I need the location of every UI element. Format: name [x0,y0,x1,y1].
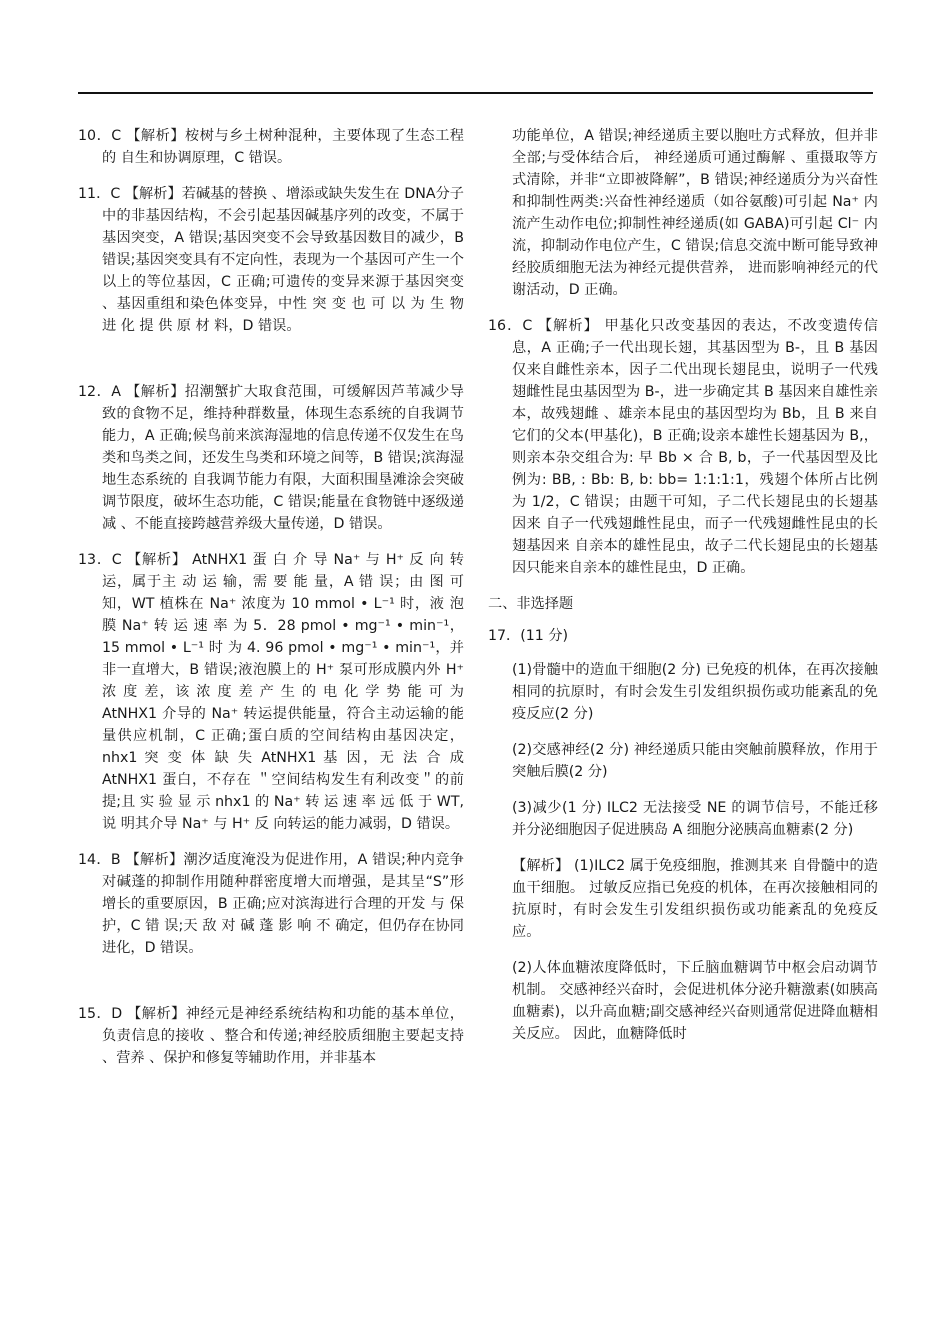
answer-17-part-3: (3)减少(1 分) ILC2 无法接受 NE 的调节信号，不能迁移并分泌细胞因子促进胰岛 A 细胞分泌胰高血糖素(2 分) [512,800,878,838]
right-column [488,125,878,1059]
left-column [78,125,464,1083]
explanation-17-part-1: 【解析】 (1)ILC2 属于免疫细胞，推测其来 自骨髓中的造血干细胞。 过敏反应指已免疫的机体，在再次接触相同的抗原时，有时会发生引发组织损伤或功能紊乱的免疫反应。 [512,858,878,940]
answer-q14: 14．B 【解析】潮汐适度淹没为促进作用，A 错误;种内竞争对碱蓬的抑制作用随种群密度增大而增强，是其呈“S”形增长的重要原因，B 正确;应对滨海进行合理的开发 与 保 护，C 错 误;天 敌 对 碱 蓬 影 响 不 确定，但仍存在协同进化，D 错误。 [78,852,464,956]
header-rule [78,92,873,94]
answer-q12: 12．A 【解析】招潮蟹扩大取食范围，可缓解因芦苇减少导致的食物不足，维持种群数量，体现生态系统的自我调节能力，A 正确;候鸟前来滨海湿地的信息传递不仅发生在鸟类和鸟类之间，还发生鸟类和环境之间等，B 错误;滨海湿地生态系统的 自我调节能力有限，大面积围垦滩涂会突破调节限度，破坏生态功能，C 错误;能量在食物链中逐级递减 、不能直接跨越营养级大量传递，D 错误。 [78,384,464,532]
answer-17-part-2: (2)交感神经(2 分) 神经递质只能由突触前膜释放，作用于突触后膜(2 分) [512,742,878,780]
answer-q13: 13．C 【解析】 AtNHX1 蛋 白 介 导 Na⁺ 与 H⁺ 反 向 转运，属于主 动 运 输，需 要 能 量，A 错 误；由 图 可 知，WT 植株在 Na⁺ 浓度为 10 mmol • L⁻¹ 时，液 泡 膜 Na⁺ 转 运 速 率 为 5．28 pmol • mg⁻¹ • min⁻¹，15 mmol • L⁻¹ 时 为 4. 96 pmol • mg⁻¹ • min⁻¹，并非一直增大，B 错误;液泡膜上的 H⁺ 泵可形成膜内外 H⁺ 浓 度 差，该 浓 度 差 产 生 的 电 化 学 势 能 可 为 AtNHX1 介导的 Na⁺ 转运提供能量，符合主动运输的能量供应机制，C 正确;蛋白质的空间结构由基因决定，nhx1 突 变 体 缺 失 AtNHX1 基 因，无 法 合 成 AtNHX1 蛋白，不存在 ＂空间结构发生有利改变＂的前提;且 实 验 显 示 nhx1 的 Na⁺ 转 运 速 率 远 低 于 WT, 说 明其介导 Na⁺ 与 H⁺ 反 向转运的能力减弱，D 错误。 [78,552,464,832]
explanation-17-part-2: (2)人体血糖浓度降低时，下丘脑血糖调节中枢会启动调节机制。 交感神经兴奋时，会促进机体分泌升糖激素(如胰高血糖素)，以升高血糖;副交感神经兴奋则通常促进降血糖相关反应。 因此，血糖降低时 [512,960,878,1042]
answer-q11: 11．C 【解析】若碱基的替换 、增添或缺失发生在 DNA分子中的非基因结构，不会引起基因碱基序列的改变，不属于基因突变，A 错误;基因突变不会导致基因数目的减少，B 错误;基因突变具有不定向性，表现为一个基因可产生一个以上的等位基因，C 正确;可遗传的变异来源于基因突变 、基因重组和染色体变异，中性 突 变 也 可 以 为 生 物 进 化 提 供 原 材 料，D 错误。 [78,186,464,334]
question-17-heading: 17．(11 分) [488,628,569,644]
answer-17-part-1: (1)骨髓中的造血干细胞(2 分) 已免疫的机体，在再次接触相同的抗原时，有时会发生引发组织损伤或功能紊乱的免疫反应(2 分) [512,662,878,722]
answer-q16: 16．C 【解析】 甲基化只改变基因的表达，不改变遗传信息，A 正确;子一代出现长翅，其基因型为 B-，且 B 基因仅来自雌性亲本，因子二代出现长翅昆虫，说明子一代残翅雌性昆虫基因型为 B-，进一步确定其 B 基因来自雄性亲本，故残翅雌 、雄亲本昆虫的基因型均为 Bb，且 B 来自它们的父本(甲基化)，B 正确;设亲本雄性长翅基因为 B,，则亲本杂交组合为: 早 Bb × 合 B, b，子一代基因型及比例为: BB, : Bb: B, b: bb= 1:1:1:1，残翅个体所占比例为 1/2，C 错误；由题干可知，子二代长翅昆虫的长翅基因来 自子一代残翅雌性昆虫，而子一代残翅雌性昆虫的长翅基因来 自亲本的雄性昆虫，故子二代长翅昆虫的长翅基因只能来自亲本的雄性昆虫，D 正确。 [488,318,878,576]
answer-q10: 10．C 【解析】桉树与乡土树种混种，主要体现了生态工程的 自生和协调原理，C 错误。 [78,128,464,166]
answer-q15-continued: 功能单位，A 错误;神经递质主要以胞吐方式释放，但并非全部;与受体结合后， 神经递质可通过酶解 、重摄取等方式清除，并非“立即被降解”，B 错误;神经递质分为兴奋性和抑制性两类:兴奋性神经递质（如谷氨酸)可引起 Na⁺ 内流产生动作电位;抑制性神经递质(如 GABA)可引起 Cl⁻ 内流，抑制动作电位产生，C 错误;信息交流中断可能导致神经胶质细胞无法为神经元提供营养， 进而影响神经元的代谢活动，D 正确。 [512,128,878,298]
section-title: 二、非选择题 [488,596,574,612]
answer-q15: 15．D 【解析】神经元是神经系统结构和功能的基本单位，负责信息的接收 、整合和传递;神经胶质细胞主要起支持 、营养 、保护和修复等辅助作用，并非基本 [78,1006,464,1066]
